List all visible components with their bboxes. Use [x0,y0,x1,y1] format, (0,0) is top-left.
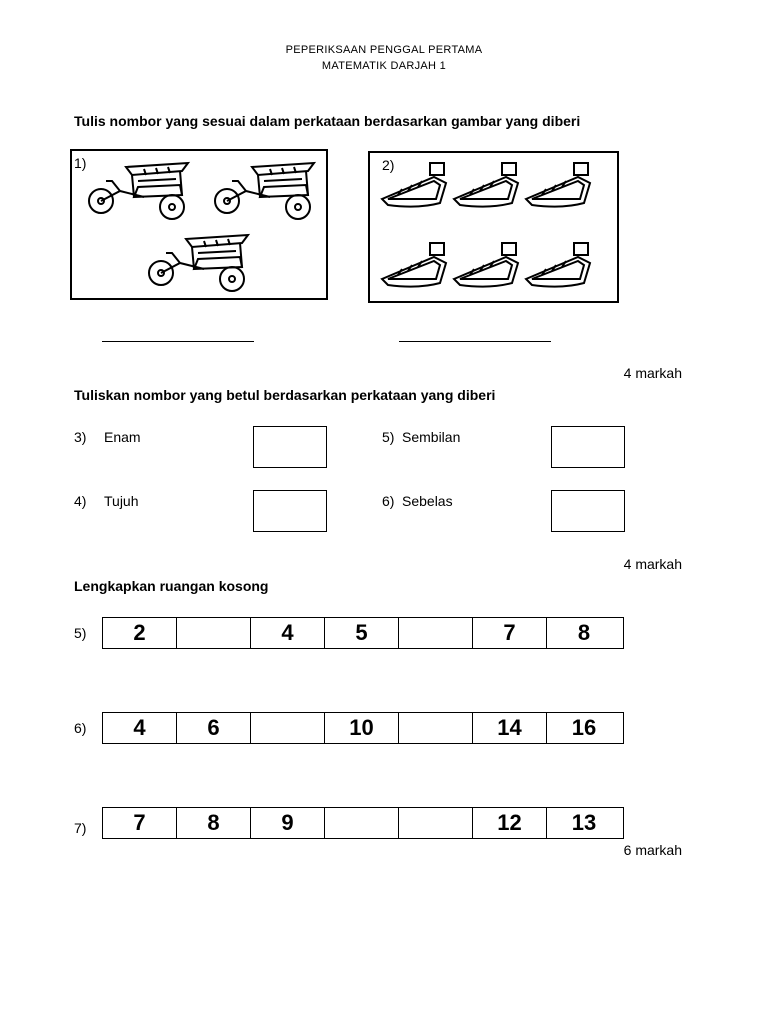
number-word: Sebelas [402,493,453,509]
boat-icon [522,239,594,293]
sequence-blank-cell[interactable] [399,808,473,838]
answer-box-4[interactable] [253,490,327,532]
sequence-blank-cell[interactable] [251,713,325,743]
answer-box-5[interactable] [551,426,625,468]
sequence-cell: 14 [473,713,547,743]
number-sequence-row [102,807,624,839]
sequence-cell: 9 [251,808,325,838]
question-1-label: 1) [74,155,87,171]
trishaw-icon [210,157,320,223]
number-sequence-row [102,712,624,744]
sequence-cell: 6 [177,713,251,743]
number-word: Sembilan [402,429,461,445]
sequence-cell: 7 [103,808,177,838]
number-word: Tujuh [104,493,139,509]
question-number: 6) [382,493,395,509]
sequence-cell: 13 [571,810,597,835]
sequence-label: 6) [74,720,87,736]
trishaw-icon [84,157,194,223]
sequence-cell: 4 [251,618,325,648]
sequence-label: 5) [74,625,87,641]
question-2-label: 2) [382,157,395,173]
sequence-blank-cell[interactable] [177,618,251,648]
sequence-cell: 5 [325,618,399,648]
number-sequence-row [102,617,624,649]
sequence-cell: 8 [577,620,591,645]
sequence-cell: 7 [473,618,547,648]
picture-box-2 [368,151,619,303]
answer-box-3[interactable] [253,426,327,468]
sequence-blank-cell[interactable] [399,618,473,648]
sequence-cell: 16 [571,715,597,740]
section3-instruction: Lengkapkan ruangan kosong [74,578,269,594]
answer-line-1[interactable] [102,341,254,342]
number-word: Enam [104,429,141,445]
answer-box-6[interactable] [551,490,625,532]
sequence-cell: 10 [325,713,399,743]
section1-marks: 4 markah [623,365,682,381]
sequence-cell: 8 [177,808,251,838]
section2-instruction: Tuliskan nombor yang betul berdasarkan perkataan yang diberi [74,387,496,403]
subject-title: MATEMATIK DARJAH 1 [321,60,447,72]
section2-marks: 4 markah [623,556,682,572]
trishaw-icon [144,229,254,295]
boat-icon [378,159,450,213]
exam-title: PEPERIKSAAN PENGGAL PERTAMA [285,44,483,56]
question-number: 5) [382,429,395,445]
picture-box-1 [70,149,328,300]
sequence-blank-cell[interactable] [325,808,399,838]
sequence-blank-cell[interactable] [399,713,473,743]
section3-marks: 6 markah [623,842,682,858]
boat-icon [450,159,522,213]
sequence-cell: 4 [103,713,177,743]
boat-icon [522,159,594,213]
sequence-cell: 2 [103,618,177,648]
question-number: 4) [74,493,87,509]
sequence-cell: 12 [473,808,547,838]
sequence-label: 7) [74,820,87,836]
question-number: 3) [74,429,87,445]
answer-line-2[interactable] [399,341,551,342]
boat-icon [378,239,450,293]
boat-icon [450,239,522,293]
section1-instruction: Tulis nombor yang sesuai dalam perkataan berdasarkan gambar yang diberi [74,113,581,129]
